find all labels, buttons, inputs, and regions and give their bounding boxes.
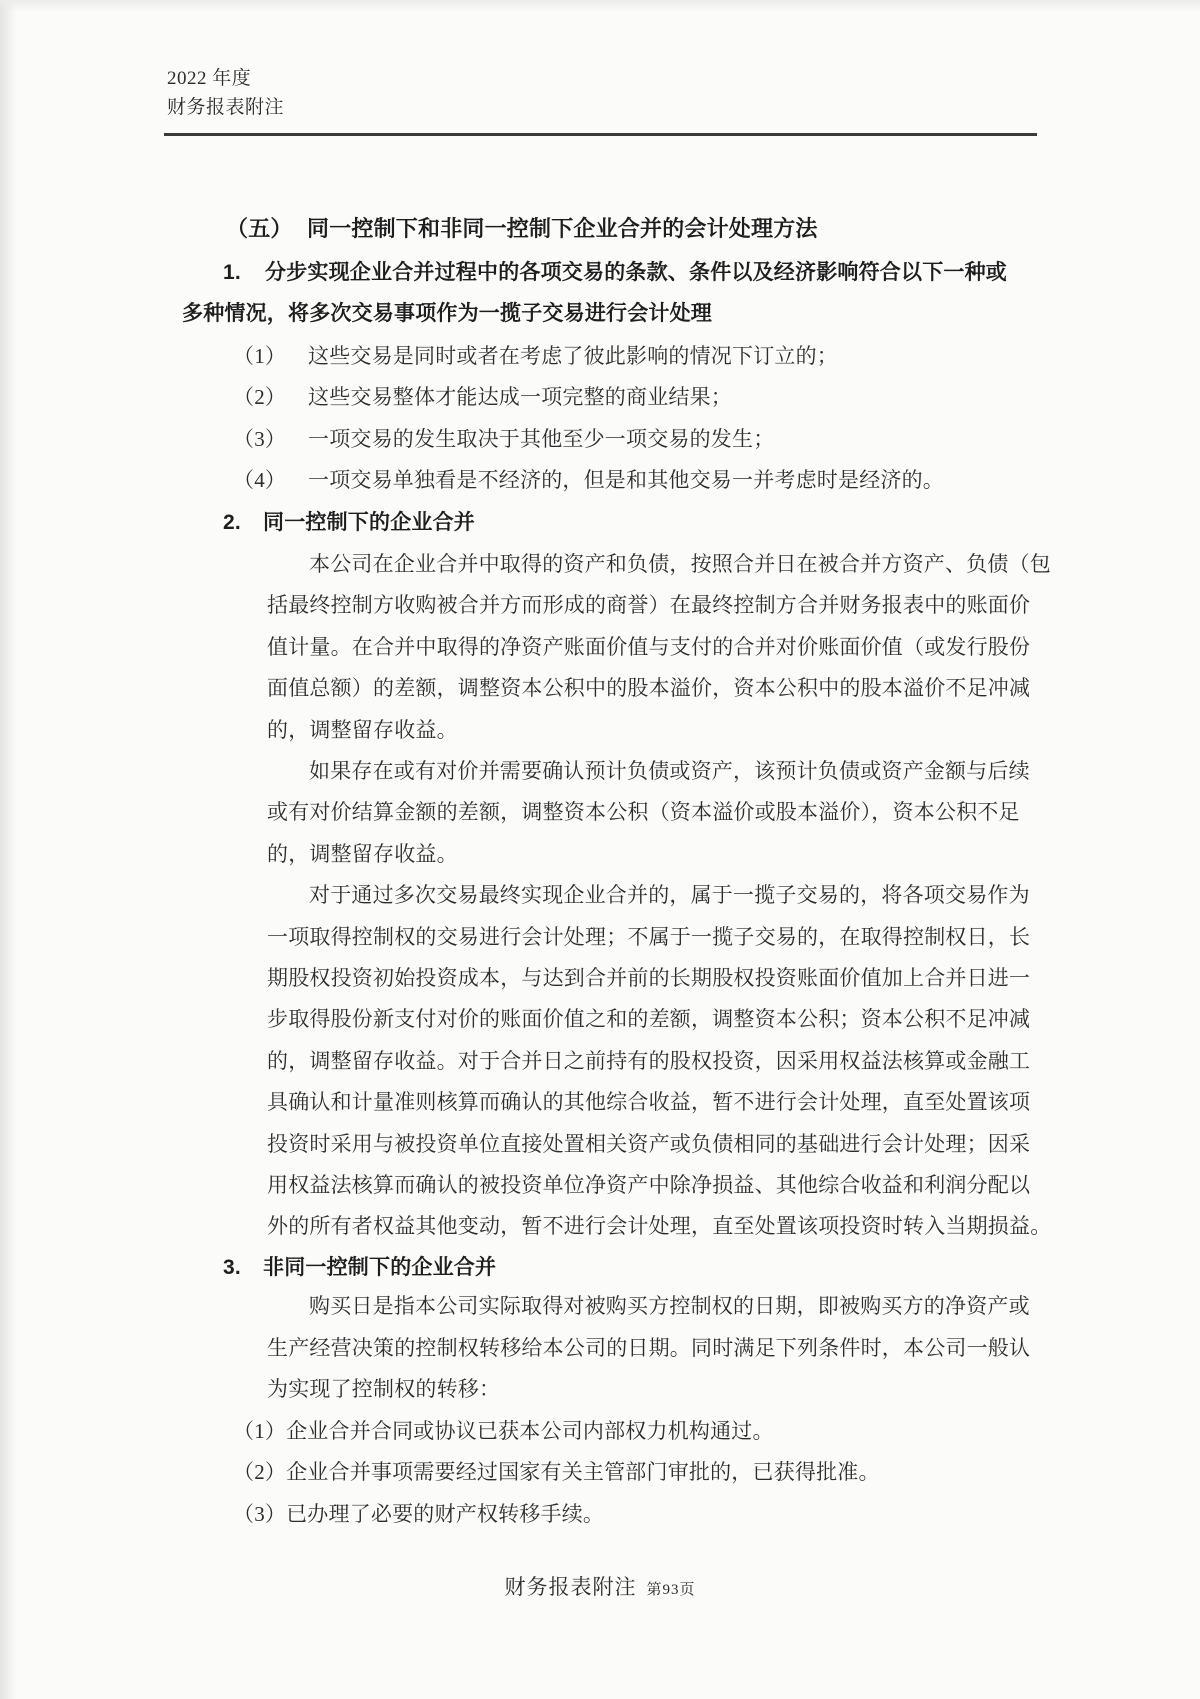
condition-item-1: （1）企业合并合同或协议已获本公司内部权力机构通过。	[233, 1419, 774, 1443]
body-line: 对于通过多次交易最终实现企业合并的，属于一揽子交易的，将各项交易作为	[309, 883, 1030, 907]
heading-2	[223, 508, 475, 538]
condition-item-3: （3）已办理了必要的财产权转移手续。	[233, 1502, 605, 1526]
list-item-4-number: （4）	[233, 468, 287, 492]
list-item-2-text: 这些交易整体才能达成一项完整的商业结果；	[308, 385, 732, 409]
body-line: 或有对价结算金额的差额，调整资本公积（资本溢价或股本溢价），资本公积不足	[267, 800, 1020, 824]
body-line: 投资时采用与被投资单位直接处置相关资产或负债相同的基础进行会计处理；因采	[267, 1132, 1031, 1156]
condition-item-2: （2）企业合并事项需要经过国家有关主管部门审批的，已获得批准。	[233, 1460, 880, 1484]
footer-page-number: 第93页	[646, 1582, 696, 1598]
list-item-3-text: 一项交易的发生取决于其他至少一项交易的发生；	[308, 427, 775, 451]
page-footer	[0, 1571, 1200, 1601]
header-divider	[164, 133, 1037, 136]
heading-2-text: 同一控制下的企业合并	[263, 511, 475, 534]
body-line: 用权益法核算而确认的被投资单位净资产中除净损益、其他综合收益和利润分配以	[267, 1173, 1031, 1197]
body-line: 购买日是指本公司实际取得对被购买方控制权的日期，即被购买方的净资产或	[309, 1294, 1030, 1318]
list-item-4-text: 一项交易单独看是不经济的，但是和其他交易一并考虑时是经济的。	[308, 468, 944, 492]
footer-title: 财务报表附注	[504, 1575, 637, 1599]
body-line: 如果存在或有对价并需要确认预计负债或资产，该预计负债或资产金额与后续	[309, 759, 1030, 783]
body-line: 的，调整留存收益。对于合并日之前持有的股权投资，因采用权益法核算或金融工	[267, 1049, 1031, 1073]
heading-3	[223, 1253, 496, 1283]
heading-1-line-1	[223, 258, 1007, 288]
body-line: 面值总额）的差额，调整资本公积中的股本溢价，资本公积中的股本溢价不足冲减	[267, 676, 1031, 700]
body-line: 具确认和计量准则核算而确认的其他综合收益，暂不进行会计处理，直至处置该项	[267, 1090, 1031, 1114]
heading-1-number: 1.	[223, 261, 241, 284]
body-line: 生产经营决策的控制权转移给本公司的日期。同时满足下列条件时，本公司一般认	[267, 1336, 1031, 1360]
section-title-text: 同一控制下和非同一控制下企业合并的会计处理方法	[307, 216, 818, 241]
section-title-number: （五）	[226, 216, 293, 241]
heading-3-text: 非同一控制下的企业合并	[263, 1256, 497, 1279]
body-line: 的，调整留存收益。	[267, 842, 458, 866]
body-line: 值计量。在合并中取得的净资产账面价值与支付的合并对价账面价值（或发行股份	[267, 635, 1031, 659]
body-line: 步取得股份新支付对价的账面价值之和的差额，调整资本公积；资本公积不足冲减	[267, 1007, 1031, 1031]
body-line: 为实现了控制权的转移：	[267, 1377, 501, 1401]
heading-2-number: 2.	[223, 511, 241, 534]
body-line: 期股权投资初始投资成本，与达到合并前的长期股权投资账面价值加上合并日进一	[267, 966, 1031, 990]
list-item-2	[233, 382, 732, 412]
list-item-2-number: （2）	[233, 385, 287, 409]
list-item-3-number: （3）	[233, 427, 287, 451]
body-line: 外的所有者权益其他变动，暂不进行会计处理，直至处置该项投资时转入当期损益。	[267, 1214, 1052, 1238]
header-doc-title: 财务报表附注	[167, 97, 285, 118]
heading-1-line-2: 多种情况，将多次交易事项作为一揽子交易进行会计处理	[182, 302, 712, 325]
list-item-1-number: （1）	[233, 344, 287, 368]
body-line: 本公司在企业合并中取得的资产和负债，按照合并日在被合并方资产、负债（包	[309, 552, 1051, 576]
list-item-3	[233, 424, 774, 454]
body-line: 的，调整留存收益。	[267, 718, 458, 742]
page-header	[167, 64, 284, 122]
list-item-1-text: 这些交易是同时或者在考虑了彼此影响的情况下订立的；	[308, 344, 838, 368]
heading-1-text: 分步实现企业合并过程中的各项交易的条款、条件以及经济影响符合以下一种或	[265, 261, 1007, 284]
body-line: 括最终控制方收购被合并方而形成的商誉）在最终控制方合并财务报表中的账面价	[267, 593, 1031, 617]
body-line: 一项取得控制权的交易进行会计处理；不属于一揽子交易的，在取得控制权日，长	[267, 925, 1031, 949]
heading-3-number: 3.	[223, 1256, 241, 1279]
list-item-1	[233, 341, 838, 371]
section-title	[226, 214, 818, 244]
header-year: 2022 年度	[167, 68, 252, 89]
list-item-4	[233, 465, 944, 495]
